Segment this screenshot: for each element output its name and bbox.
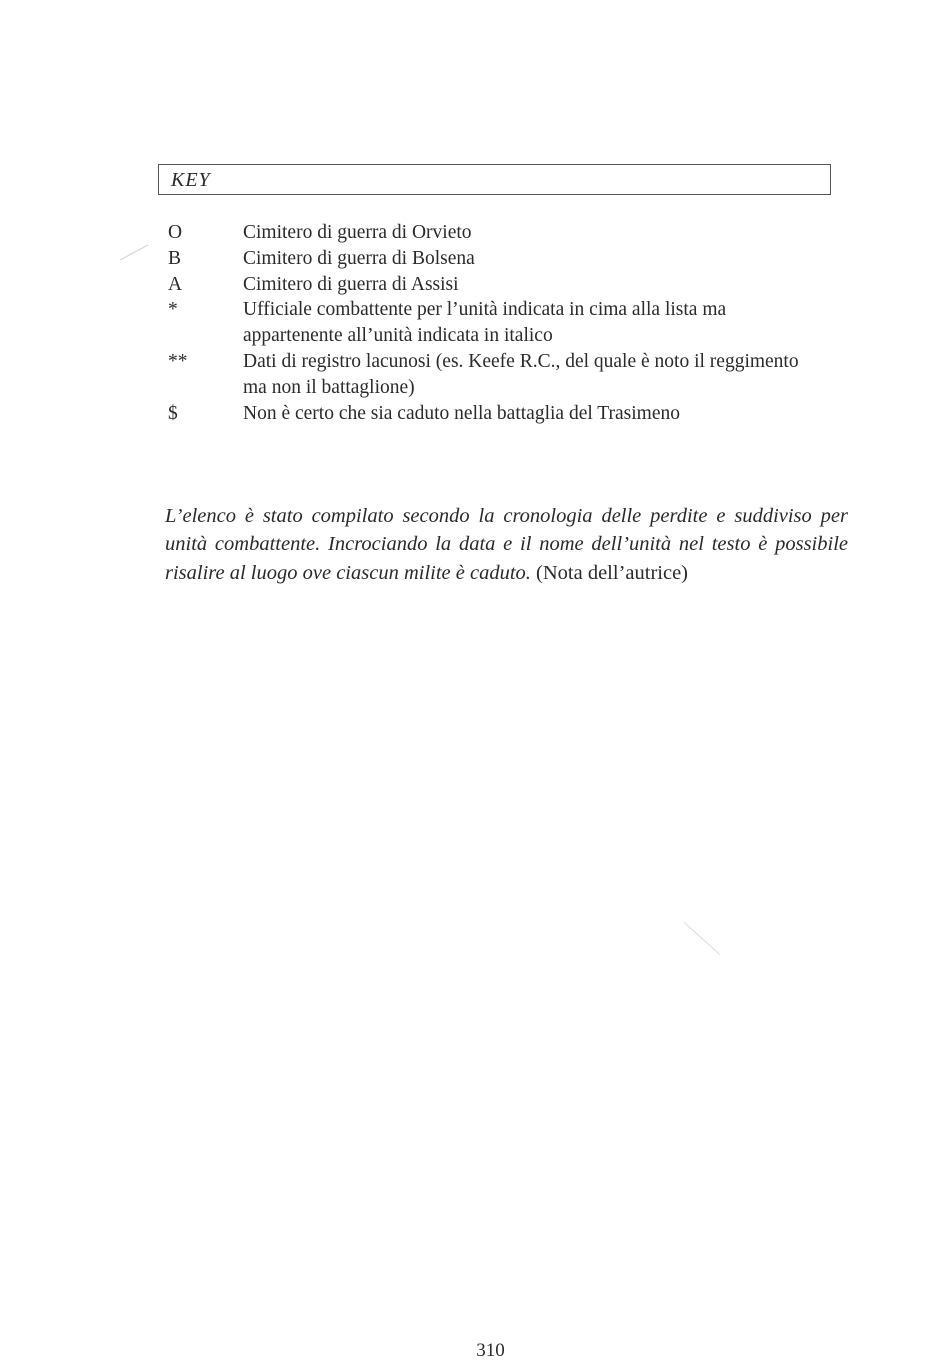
author-note-attribution: (Nota dell’autrice) [530,561,688,584]
legend-description: Cimitero di guerra di Orvieto [243,222,472,243]
legend-item [168,297,818,349]
scan-artifact-mark [120,245,149,261]
legend-symbol: * [168,299,178,321]
legend-item [168,246,818,272]
key-title: KEY [171,169,211,191]
page-number: 310 [476,1340,505,1361]
scan-artifact-mark [684,922,720,955]
legend-symbol: O [168,222,183,243]
legend-description: Cimitero di guerra di Assisi [243,273,459,295]
legend-description: Non è certo che sia caduto nella battaglia del Trasimeno [243,402,680,424]
legend-item [168,349,818,401]
legend-symbol: A [168,273,183,295]
author-note-paragraph [165,502,848,588]
legend-item [168,220,818,246]
legend-list [168,220,818,426]
legend-symbol: $ [168,402,178,424]
author-note-italic-text: L’elenco è stato compilato secondo la cronologia delle perdite e suddiviso per unità combattente. Incrociando la data e il nome dell’unità nel testo è possibile risalire al luogo ove ciascun milite è caduto. [165,504,848,584]
legend-symbol: B [168,247,182,269]
legend-item [168,401,818,427]
legend-description: Dati di registro lacunosi (es. Keefe R.C., del quale è noto il reggimento ma non il battaglione) [243,350,799,398]
legend-description: Ufficiale combattente per l’unità indicata in cima alla lista ma appartenente all’unità indicata in italico [243,299,727,347]
legend-description: Cimitero di guerra di Bolsena [243,247,475,269]
legend-symbol: ** [168,350,188,372]
legend-item [168,272,818,298]
key-box [158,164,831,195]
